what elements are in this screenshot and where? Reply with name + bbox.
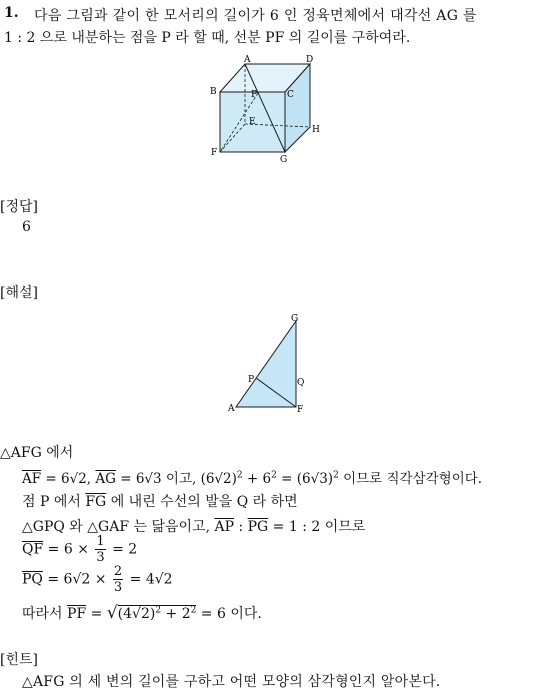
explanation-line6: 따라서 $\overline{PF} = √(4√2)^2 + 2^2 = 6$ 이다. <box>22 603 262 623</box>
sqrt-sign: √ <box>106 603 118 623</box>
explanation-line3: △GPQ 와 △GAF 는 닮음이고, $\overline{AP}$ : $\overline{PG} = 1$ : 2 이므로 <box>22 519 366 535</box>
segment-qf: $\overline{QF}$ <box>22 541 44 558</box>
cube-label-f: F <box>211 148 218 158</box>
segment-fg: $\overline{FG}$ <box>85 494 107 510</box>
explanation-heading: [해설] <box>0 285 38 301</box>
fraction-one-third: $\frac{1}{3}$ <box>96 534 105 565</box>
segment-pf: $\overline{PF}$ <box>67 606 87 622</box>
explanation-line4: $\overline{QF} = 6$ × $\frac{1}{3}$ = 2 <box>22 534 138 565</box>
answer-heading: [정답] <box>0 199 38 215</box>
cube-label-c: C <box>287 90 294 100</box>
radicand: $(4√2)^2 + 2^2$ <box>117 605 197 622</box>
fraction-two-thirds: $\frac{2}{3}$ <box>113 564 123 595</box>
triangle-label-p: P <box>248 375 255 385</box>
segment-af: $\overline{AF}$ <box>22 471 42 487</box>
cube-label-a: A <box>244 55 251 65</box>
explanation-line5: $\overline{PQ} = 6√2$ × $\frac{2}{3}$ = 4√2 <box>22 564 173 595</box>
segment-ap: $\overline{AP}$ <box>214 519 234 535</box>
segment-ag: $\overline{AG}$ <box>95 471 116 487</box>
answer-value: 6 <box>22 219 31 235</box>
segment-pq: $\overline{PQ}$ <box>22 571 43 588</box>
cube-label-p: P <box>251 90 258 100</box>
cube-figure <box>200 52 330 164</box>
triangle-label-g: G <box>291 314 299 324</box>
explanation-title: △AFG 에서 <box>0 445 74 461</box>
problem-number: 1. <box>4 5 19 21</box>
hint-heading: [힌트] <box>0 652 38 668</box>
hint-text: △AFG 의 세 변의 길이를 구하고 어떤 모양의 삼각형인지 알아본다. <box>22 674 441 690</box>
triangle-figure <box>228 312 313 416</box>
triangle-label-f: F <box>297 405 304 415</box>
cube-label-e: E <box>249 117 256 127</box>
triangle-label-a: A <box>228 404 235 414</box>
problem-text-line2: 1 : 2 으로 내분하는 점을 P 라 할 때, 선분 PF 의 길이를 구하여라. <box>4 30 411 46</box>
cube-label-b: B <box>210 87 217 97</box>
cube-label-h: H <box>312 125 320 135</box>
cube-label-d: D <box>306 55 314 65</box>
problem-text-line1: 다음 그림과 같이 한 모서리의 길이가 6 인 정육면체에서 대각선 AG 를 <box>34 8 477 24</box>
triangle-label-q: Q <box>297 378 305 388</box>
segment-pg: $\overline{PG}$ <box>247 519 269 535</box>
explanation-line1: $\overline{AF} = 6√2$, $\overline{AG} = 6√3$ 이고, $(6√2)^2 + 6^2 = (6√3)^2$ 이므로 직각삼각형이다. <box>22 470 483 487</box>
cube-label-g: G <box>280 155 288 164</box>
explanation-line2: 점 P 에서 $\overline{FG}$ 에 내린 수선의 발을 Q 라 하면 <box>22 494 298 510</box>
